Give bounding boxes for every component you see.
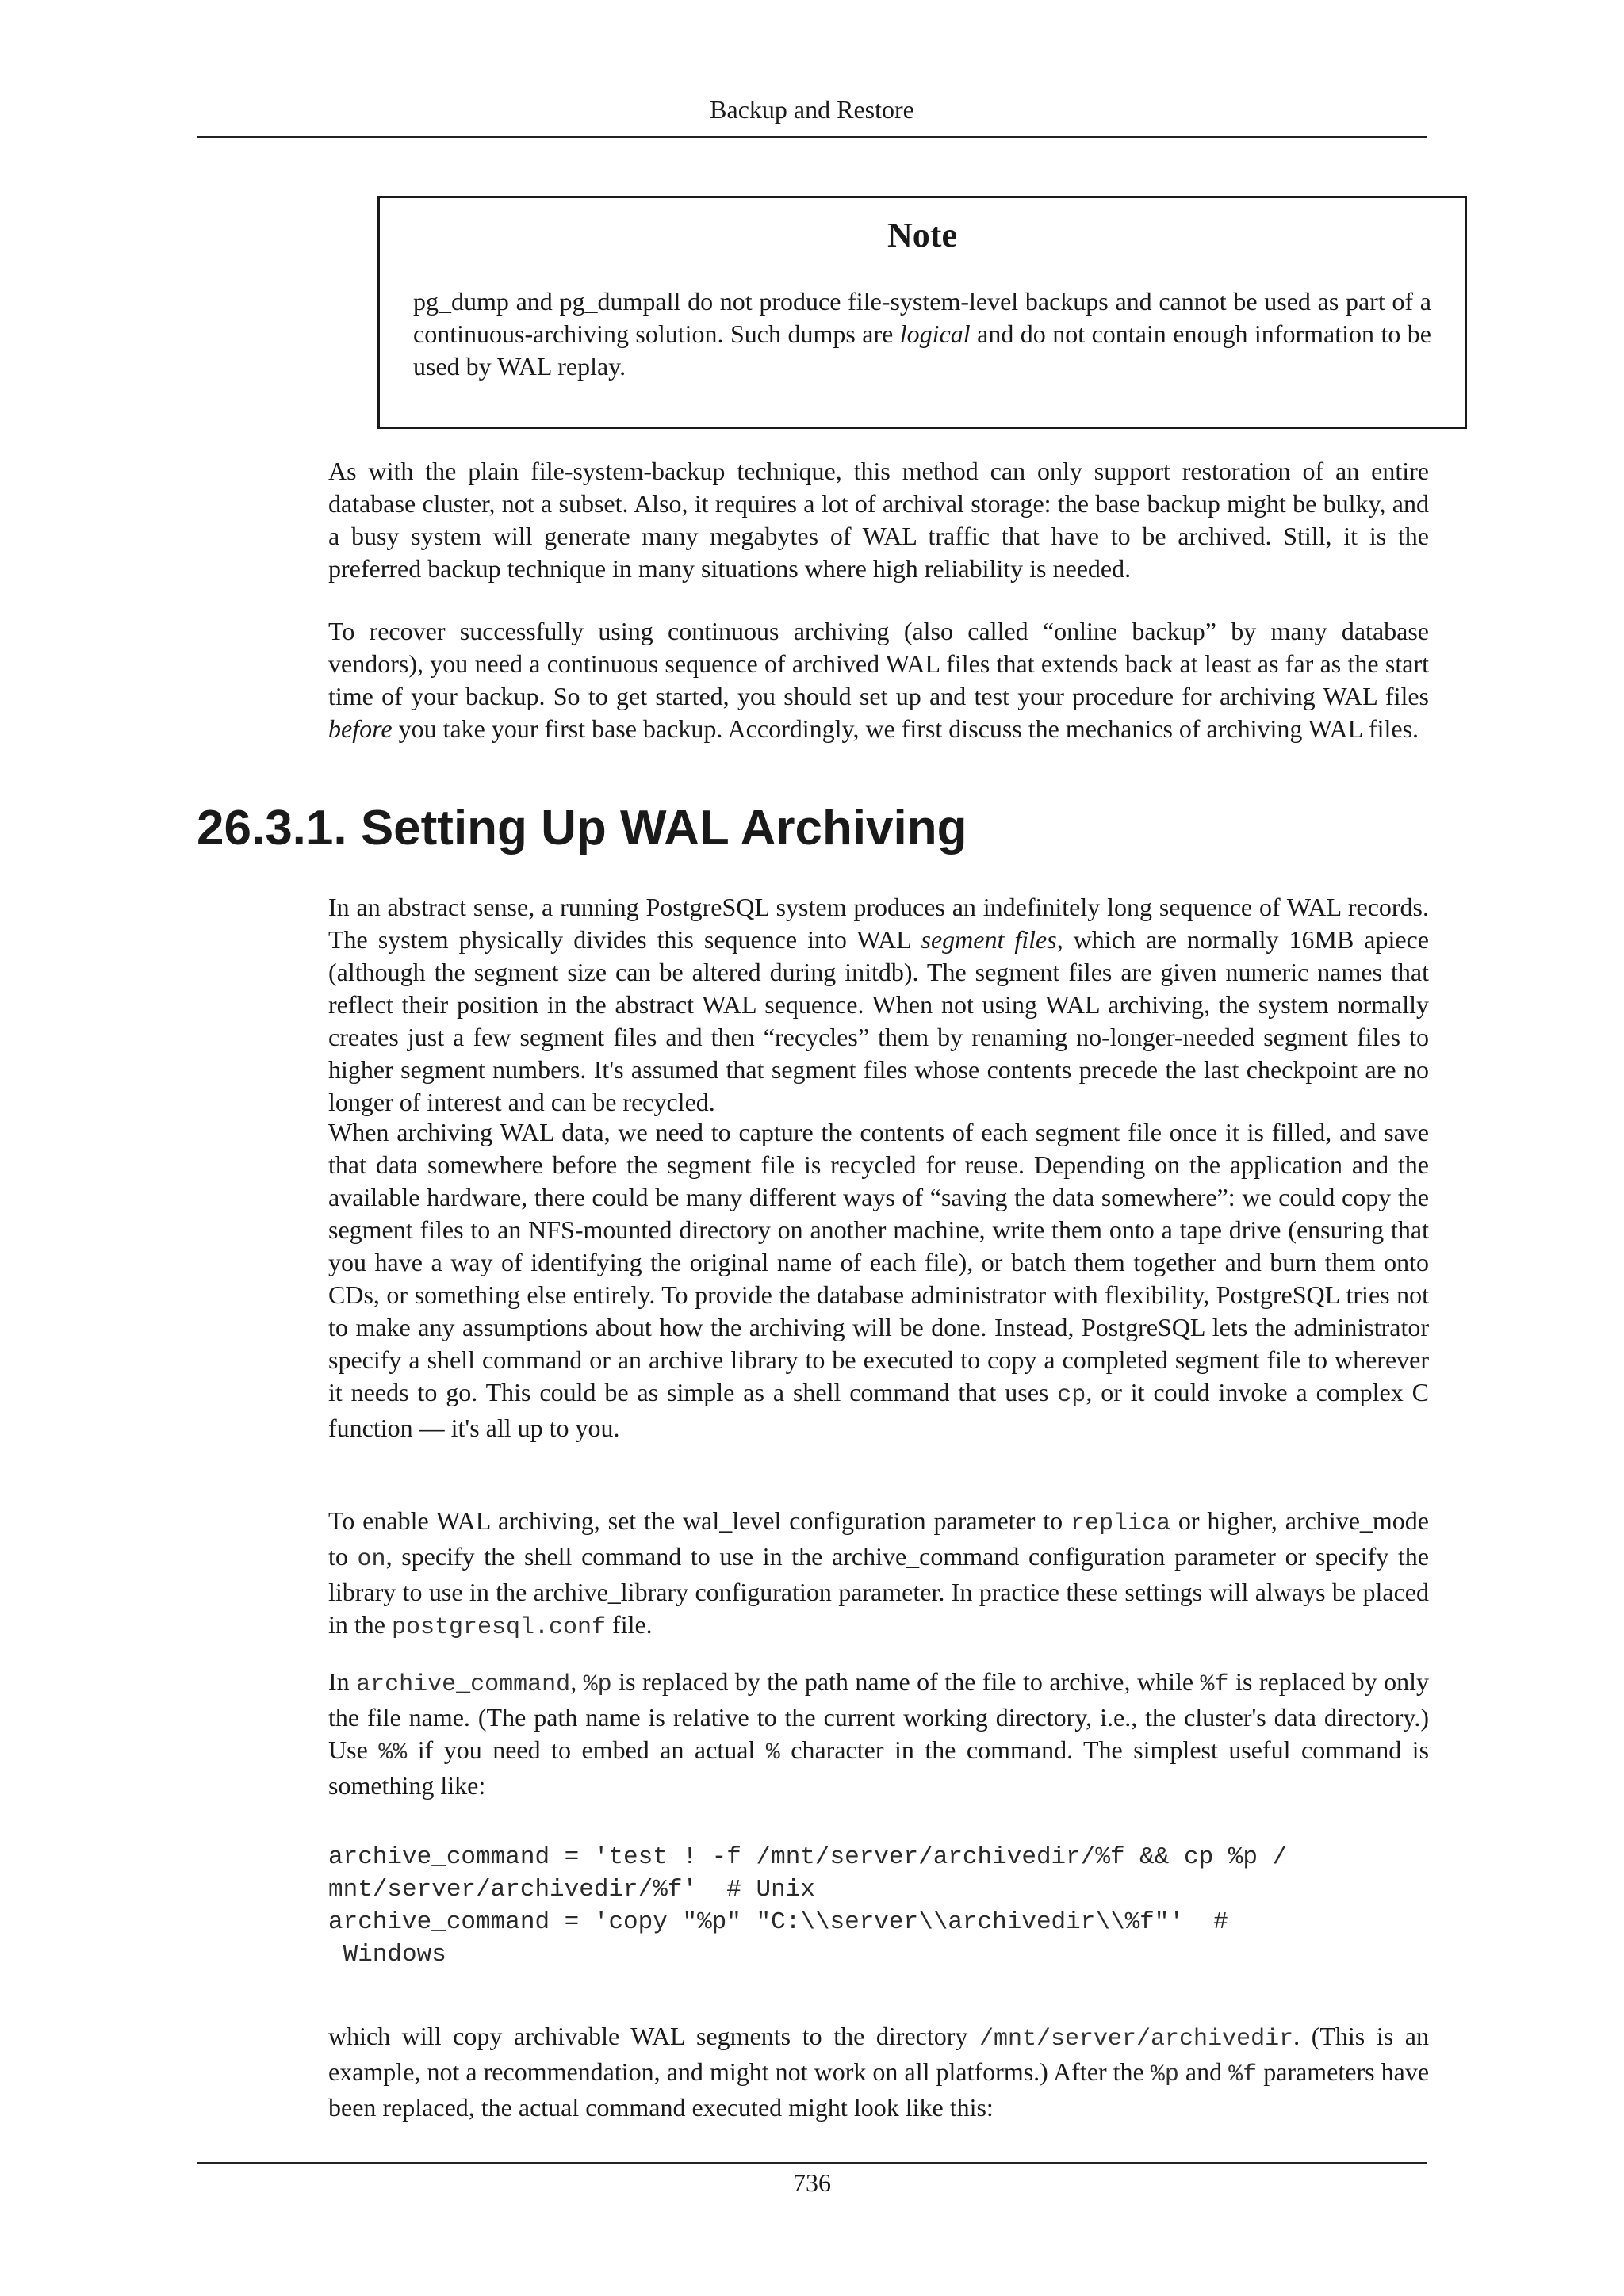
inline-code: postgresql.conf <box>391 1614 607 1641</box>
inline-code: %p <box>583 1671 612 1698</box>
header-rule <box>197 136 1427 138</box>
note-body <box>413 285 1431 383</box>
inline-code: on <box>357 1546 386 1573</box>
paragraph-wal-records <box>328 891 1429 1119</box>
emphasis-text: logical <box>899 320 971 348</box>
text-run: which will copy archivable WAL segments to the directory <box>328 2022 980 2050</box>
inline-code: cp <box>1057 1382 1086 1409</box>
text-run: is replaced by the path name of the file to archive, while <box>611 1667 1201 1696</box>
section-title: 26.3.1. Setting Up WAL Archiving <box>197 801 967 855</box>
inline-code: %p <box>1150 2061 1179 2088</box>
text-run: As with the plain file-system-backup technique, this method can only support restoration of an entire database cluster, not a subset. Also, it requires a lot of archival storage: the base backup might be bulky, and a busy system will generate many megabytes of WAL traffic that have to be archived. Still, it is the preferred backup technique in many situations where high reliability is needed. <box>328 457 1429 583</box>
paragraph-archiving-wal-data <box>328 1116 1429 1445</box>
text-run: file. <box>606 1610 653 1639</box>
text-run: When archiving WAL data, we need to capture the contents of each segment file once it is filled, and save that data somewhere before the segment file is recycled for reuse. Depending on the application and the available hardware, there could be many different ways of “saving the data somewhere”: we could copy the segment files to an NFS-mounted directory on another machine, write them onto a tape drive (ensuring that you have a way of identifying the original name of each file), or batch them together and burn them onto CDs, or something else entirely. To provide the database administrator with flexibility, PostgreSQL tries not to make any assumptions about how the archiving will be done. Instead, PostgreSQL lets the administrator specify a shell command or an archive library to be executed to copy a completed segment file to wherever it needs to go. This could be as simple as a shell command that uses <box>328 1118 1429 1406</box>
text-run: you take your first base backup. Accordingly, we first discuss the mechanics of archiving WAL files. <box>392 714 1419 743</box>
text-run: , or it could invoke a complex C function — it's all up to you. <box>328 1378 1430 1442</box>
text-run: , <box>570 1667 584 1696</box>
text-run: . (This is an example, not a recommendation, and might not work on all platforms.) After the <box>328 2022 1430 2086</box>
inline-code: /mnt/server/archivedir <box>979 2026 1294 2053</box>
text-run: is replaced by only the file name. (The path name is relative to the current working directory, i.e., the cluster's data directory.) Use <box>328 1667 1430 1764</box>
paragraph-intro-2 <box>328 615 1429 745</box>
paragraph-after-code <box>328 2020 1429 2124</box>
text-run: To enable WAL archiving, set the wal_level configuration parameter to <box>328 1506 1071 1535</box>
footer-rule <box>197 2162 1427 2164</box>
text-run: , specify the shell command to use in the archive_command configuration parameter or specify the library to use in the archive_library configuration parameter. In practice these settings will always be placed in the <box>328 1542 1430 1639</box>
page-number: 736 <box>793 2168 831 2197</box>
text-run: In <box>328 1667 357 1696</box>
text-run: and do not contain enough information to be used by WAL replay. <box>413 320 1432 381</box>
inline-code: archive_command <box>356 1671 571 1698</box>
paragraph-archive-command <box>328 1666 1429 1802</box>
text-run: pg_dump and pg_dumpall do not produce file-system-level backups and cannot be used as part of a continuous-archiving solution. Such dumps are <box>413 287 1431 348</box>
text-run: if you need to embed an actual <box>407 1735 766 1764</box>
text-run: In an abstract sense, a running PostgreSQL system produces an indefinitely long sequence of WAL records. The system physically divides this sequence into WAL <box>328 893 1429 954</box>
emphasis-text: segment files <box>921 925 1057 954</box>
text-run: parameters have been replaced, the actual command executed might look like this: <box>328 2057 1430 2122</box>
inline-code: replica <box>1071 1510 1171 1537</box>
text-run: and <box>1178 2057 1229 2086</box>
paragraph-enable-archiving <box>328 1505 1429 1644</box>
code-example: archive_command = 'test ! -f /mnt/server/archivedir/%f && cp %p / mnt/server/archivedir/%f' # Unix archive_command = 'copy "%p" "C:\\server\\archivedir\\%f"' # Windows <box>328 1843 1288 1969</box>
inline-code: %f <box>1200 1671 1229 1698</box>
note-box <box>377 196 1467 429</box>
inline-code: % <box>765 1739 780 1766</box>
inline-code: %% <box>378 1739 408 1766</box>
inline-code: %f <box>1228 2061 1258 2088</box>
note-title: Note <box>887 216 957 254</box>
emphasis-text: before <box>328 714 393 743</box>
text-run: , which are normally 16MB apiece (although the segment size can be altered during initdb). The segment files are given numeric names that reflect their position in the abstract WAL sequence. When not using WAL archiving, the system normally creates just a few segment files and then “recycles” them by renaming no-longer-needed segment files to higher segment numbers. It's assumed that segment files whose contents precede the last checkpoint are no longer of interest and can be recycled. <box>328 925 1430 1116</box>
text-run: or higher, archive_mode to <box>328 1506 1429 1571</box>
paragraph-intro-1 <box>328 455 1429 585</box>
text-run: character in the command. The simplest useful command is something like: <box>328 1735 1430 1800</box>
page-header: Backup and Restore <box>710 95 914 124</box>
text-run: To recover successfully using continuous archiving (also called “online backup” by many database vendors), you need a continuous sequence of archived WAL files that extends back at least as far as the start time of your backup. So to get started, you should set up and test your procedure for archiving WAL files <box>328 617 1429 710</box>
